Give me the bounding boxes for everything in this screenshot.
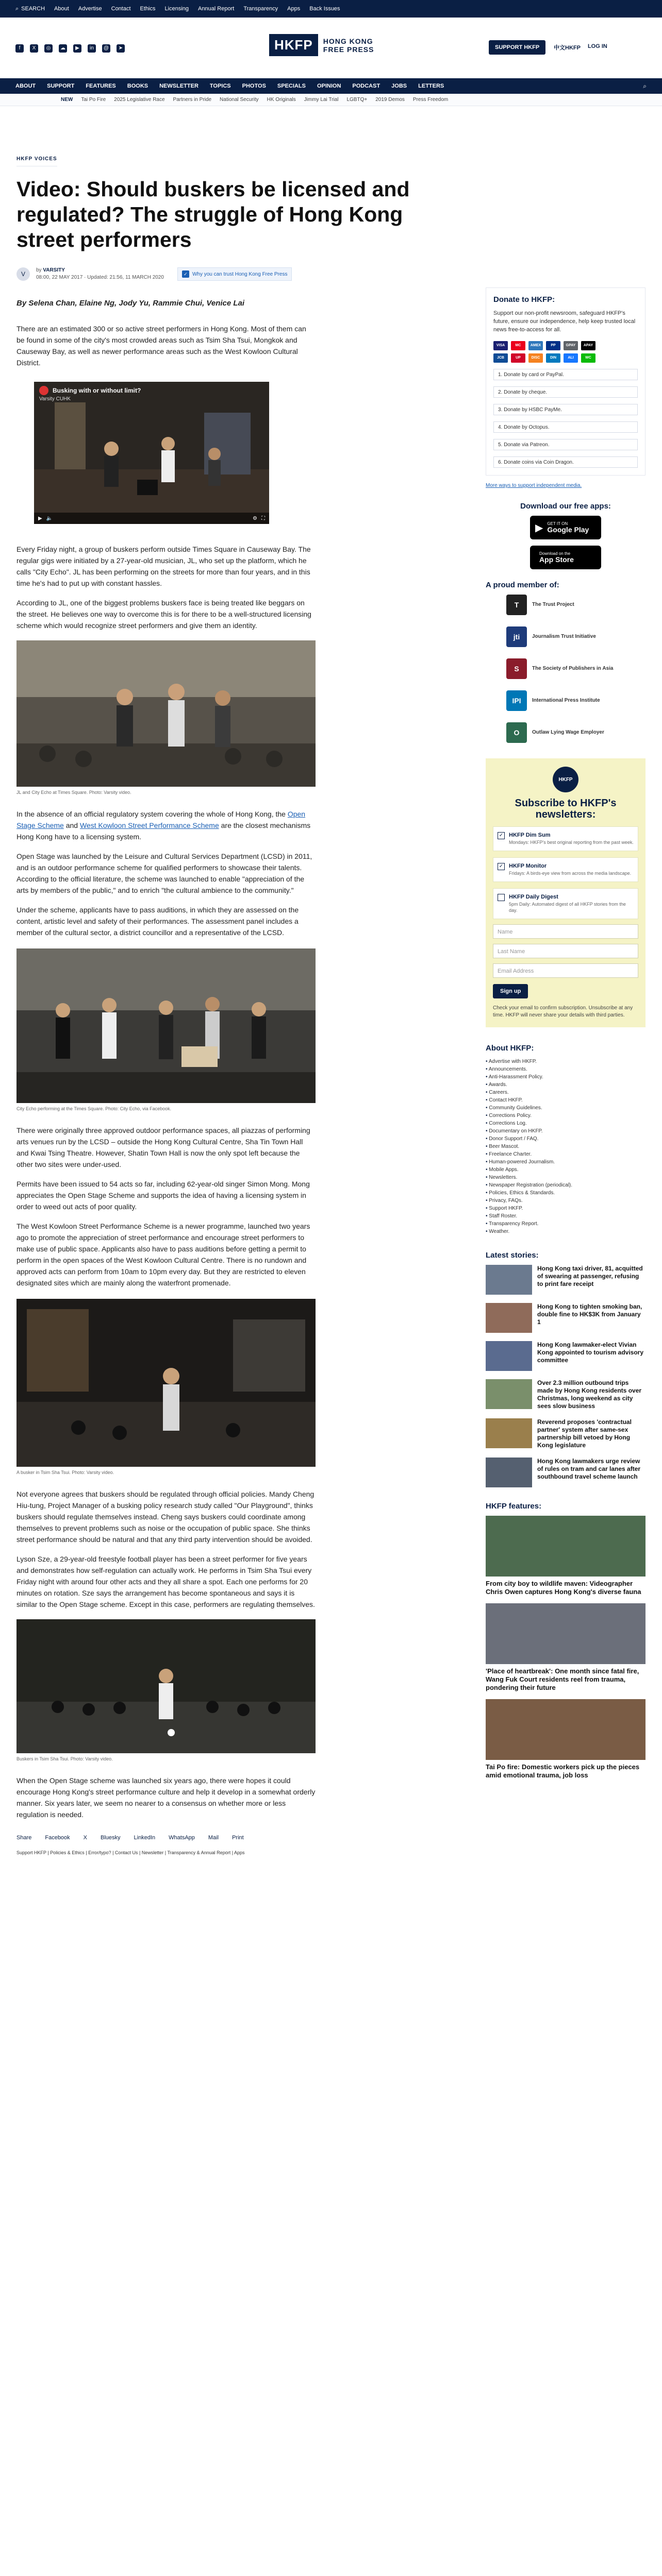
jcb-icon: JCB: [493, 353, 508, 363]
latest-story[interactable]: Hong Kong taxi driver, 81, acquitted of swearing at passenger, refusing to print fare receipt: [486, 1265, 646, 1295]
logo-wordmark: HONG KONG FREE PRESS: [323, 37, 374, 54]
paragraph: Open Stage was launched by the Leisure and Cultural Services Department (LCSD) in 2011, and is an outdoor performance scheme for qualified performers to showcase their talents. According to the official literature, the scheme was launched to enable "appreciation of the arts by members of the public," and to enrich "the cultural ambience to the community.": [16, 852, 312, 894]
util-advertise[interactable]: Advertise: [78, 6, 102, 12]
trending-item[interactable]: Jimmy Lai Trial: [304, 97, 339, 103]
donate-title: Donate to HKFP:: [493, 295, 555, 304]
channel-logo-icon: [39, 386, 48, 395]
latest-story[interactable]: Reverend proposes 'contractual partner' system after same-sex partnership bill vetoed by Hong Kong legislature: [486, 1418, 646, 1449]
newsletter-option-daily-digest[interactable]: HKFP Daily Digest 5pm Daily: Automated digest of all HKFP stories from the day.: [493, 888, 638, 919]
paragraph: According to JL, one of the biggest problems buskers face is being treated like beggars on the street. He believes one way to overcome this is for there to be a well-structured licensing scheme which would recognize street performers and give them an identity.: [16, 599, 311, 630]
about-link[interactable]: • Documentary on HKFP.: [486, 1127, 646, 1135]
util-apps[interactable]: Apps: [287, 6, 301, 12]
search-icon[interactable]: ⌕: [643, 82, 647, 90]
paragraph: Lyson Sze, a 29-year-old freestyle football player has been a street performer for five years and demonstrates how self-regulation can actually work. He performs in Tsim Sha Tsui every Friday night with around four other acts and they all share a spot. Each one performs for 20 minutes on rotation. Sze says the arrangement has become spontaneous and says it is similar to the Open Stage scheme. Except in this case, performers are regulating themselves.: [16, 1555, 315, 1608]
paragraph: In the absence of an official regulatory system covering the whole of Hong Kong, the Open Stage Scheme and West Kowloon Street Performance Scheme are the closest mechanisms Hong Kong have to a licensing system.: [16, 810, 311, 841]
visa-icon: VISA: [493, 341, 508, 350]
util-search[interactable]: ⌕ SEARCH: [15, 5, 45, 12]
facebook-icon[interactable]: f: [15, 44, 24, 53]
trending-item[interactable]: LGBTQ+: [346, 97, 368, 103]
volume-icon[interactable]: 🔈: [46, 515, 53, 521]
video-title: Busking with or without limit?: [39, 386, 141, 395]
subscribe-note: Check your email to confirm subscription. Unsubscribe at any time. HKFP will never share your details with third parties.: [493, 1005, 633, 1018]
feature-thumbnail: [486, 1603, 646, 1664]
trust-link[interactable]: ✓ Why you can trust Hong Kong Free Press: [177, 267, 292, 281]
share-bar: [16, 1835, 470, 1841]
photo-caption: JL and City Echo at Times Square. Photo: Varsity video.: [16, 790, 131, 795]
donate-octopus[interactable]: 4. Donate by Octopus.: [493, 421, 638, 433]
x-icon[interactable]: X: [30, 44, 38, 53]
checkbox-checked-icon[interactable]: ✓: [498, 832, 505, 839]
trending-item[interactable]: 2019 Demos: [375, 97, 405, 103]
paragraph: There were originally three approved outdoor performance spaces, all piazzas of performing arts venues run by the LCSD – outside the Hong Kong Cultural Centre, Sha Tin Town Hall and Kwai Tsing Theatre. However, Shatin Town Hall is now the only spot left because the other two sites were under-used.: [16, 1126, 310, 1168]
story-thumbnail: [486, 1341, 532, 1371]
chinese-site-link[interactable]: 中文HKFP: [554, 45, 581, 51]
share-bluesky[interactable]: Bluesky: [101, 1835, 121, 1841]
trending-item[interactable]: 2025 Legislative Race: [114, 97, 165, 103]
unionpay-icon: UP: [511, 353, 525, 363]
author-avatar: V: [16, 267, 30, 281]
donate-card-paypal[interactable]: 1. Donate by card or PayPal.: [493, 369, 638, 380]
byline-meta: by VARSITY 08:00, 22 MAY 2017 · Updated: 21:56, 11 MARCH 2020: [36, 267, 164, 280]
site-logo[interactable]: [269, 34, 374, 56]
donate-coin-dragon[interactable]: 6. Donate coins via Coin Dragon.: [493, 456, 638, 468]
linkedin-icon[interactable]: in: [88, 44, 96, 53]
photo-buskers-tsim-sha-tsui: [16, 1619, 316, 1753]
story-thumbnail: [486, 1379, 532, 1409]
nav-support[interactable]: SUPPORT: [47, 83, 75, 89]
paragraph: Permits have been issued to 54 acts so far, including 62-year-old singer Simon Mong. Mong appreciates the Open Stage Scheme and supports the idea of having a licensing system in order to weed out acts of poor quality.: [16, 1180, 310, 1211]
google-play-icon: ▶: [535, 522, 543, 534]
share-facebook[interactable]: Facebook: [45, 1835, 70, 1841]
login-link[interactable]: LOG IN: [587, 43, 607, 49]
email-field[interactable]: Email Address: [493, 963, 638, 978]
discover-icon: DISC: [528, 353, 543, 363]
telegram-icon[interactable]: ➤: [117, 44, 125, 53]
social-links: [15, 44, 125, 53]
member-trust-project[interactable]: T The Trust Project: [506, 595, 646, 615]
header-right-links: [554, 43, 607, 52]
photo-busker-tsim-sha-tsui: [16, 1299, 316, 1467]
donate-cheque[interactable]: 2. Donate by cheque.: [493, 386, 638, 398]
about-link[interactable]: • Contact HKFP.: [486, 1096, 646, 1104]
about-link[interactable]: • Newspaper Registration (periodical).: [486, 1181, 646, 1189]
apple-pay-icon: APAY: [581, 341, 595, 350]
nav-jobs[interactable]: JOBS: [391, 83, 407, 89]
latest-story[interactable]: Over 2.3 million outbound trips made by Hong Kong residents over Christmas, long weekend as city sees slow business: [486, 1379, 646, 1410]
about-link[interactable]: • Policies, Ethics & Standards.: [486, 1189, 646, 1197]
article-photo: [16, 1299, 316, 1467]
subscribe-title: Subscribe to HKFP's newsletters:: [515, 798, 617, 820]
nav-topics[interactable]: TOPICS: [209, 83, 231, 89]
search-icon: ⌕: [15, 5, 19, 12]
article-photo: [16, 1619, 316, 1753]
article-photo: [16, 640, 316, 787]
amex-icon: AMEX: [528, 341, 543, 350]
instagram-icon[interactable]: ◎: [44, 44, 53, 53]
about-link[interactable]: • Mobile Apps.: [486, 1166, 646, 1174]
donate-text: Support our non-profit newsroom, safeguard HKFP's future, ensure our independence, help keep trusted local news free-to-access for all.: [493, 310, 636, 333]
article-headline: Video: Should buskers be licensed and regulated? The struggle of Hong Kong street performers: [16, 177, 410, 251]
diners-icon: DIN: [546, 353, 560, 363]
features-title: HKFP features:: [486, 1502, 542, 1511]
util-about[interactable]: About: [54, 6, 69, 12]
about-link[interactable]: • Privacy, FAQs.: [486, 1197, 646, 1205]
alipay-icon: ALI: [564, 353, 578, 363]
video-frame: [34, 382, 269, 524]
nav-newsletter[interactable]: NEWSLETTER: [159, 83, 198, 89]
threads-icon[interactable]: @: [102, 44, 110, 53]
nav-specials[interactable]: SPECIALS: [277, 83, 306, 89]
nav-photos[interactable]: PHOTOS: [242, 83, 266, 89]
share-label: Share: [16, 1835, 32, 1841]
app-store-badge[interactable]: Download on the App Store: [530, 546, 601, 569]
latest-title: Latest stories:: [486, 1251, 539, 1260]
paragraph: Under the scheme, applicants have to pass auditions, in which they are assessed on the content, artistic level and safety of their performances. The assessment panel includes a member of the cultural sector, a district councillor and a representative of the LCSD.: [16, 906, 299, 937]
apps-title: Download our free apps:: [520, 502, 611, 511]
about-link[interactable]: • Community Guidelines.: [486, 1104, 646, 1112]
wechat-pay-icon: WC: [581, 353, 595, 363]
util-transparency[interactable]: Transparency: [243, 6, 278, 12]
nav-features[interactable]: FEATURES: [86, 83, 116, 89]
photo-city-echo-performing: [16, 948, 316, 1103]
share-print[interactable]: Print: [232, 1835, 244, 1841]
about-link[interactable]: • Advertise with HKFP.: [486, 1058, 646, 1065]
member-outlaw-lying-wage[interactable]: O Outlaw Lying Wage Employer: [506, 722, 646, 743]
author-link[interactable]: VARSITY: [43, 267, 65, 273]
shield-icon: ✓: [182, 270, 189, 278]
about-link[interactable]: • Human-powered Journalism.: [486, 1158, 646, 1166]
member-ipi[interactable]: IPI International Press Institute: [506, 690, 646, 711]
share-x[interactable]: X: [83, 1835, 88, 1841]
trending-new-label: NEW: [61, 97, 73, 103]
article-dates: 08:00, 22 MAY 2017 · Updated: 21:56, 11 MARCH 2020: [36, 275, 164, 280]
signup-button[interactable]: Sign up: [493, 984, 528, 998]
newsletter-signup: [486, 758, 646, 1027]
trending-item[interactable]: HK Originals: [267, 97, 296, 103]
youtube-icon[interactable]: ▶: [73, 44, 81, 53]
about-link[interactable]: • Anti-Harassment Policy.: [486, 1073, 646, 1081]
feature-thumbnail: [486, 1699, 646, 1760]
checkbox-unchecked-icon[interactable]: [498, 894, 505, 901]
article-authors: By Selena Chan, Elaine Ng, Jody Yu, Rammie Chui, Venice Lai: [16, 299, 245, 308]
util-back-issues[interactable]: Back Issues: [309, 6, 340, 12]
trending-item[interactable]: Press Freedom: [412, 97, 449, 103]
about-link[interactable]: • Corrections Policy.: [486, 1112, 646, 1120]
site-header: [0, 18, 662, 78]
about-link[interactable]: • Transparency Report.: [486, 1220, 646, 1228]
member-title: A proud member of:: [486, 581, 559, 589]
about-link[interactable]: • Weather.: [486, 1228, 646, 1235]
play-icon[interactable]: ▶: [38, 515, 42, 521]
trending-bar: [0, 94, 662, 106]
about-link[interactable]: • Careers.: [486, 1089, 646, 1096]
last-name-field[interactable]: Last Name: [493, 944, 638, 958]
bluesky-icon[interactable]: ☁: [59, 44, 67, 53]
ipi-icon: IPI: [506, 690, 527, 711]
donate-payme[interactable]: 3. Donate by HSBC PayMe.: [493, 404, 638, 415]
util-annual-report[interactable]: Annual Report: [198, 6, 235, 12]
util-contact[interactable]: Contact: [111, 6, 131, 12]
share-whatsapp[interactable]: WhatsApp: [169, 1835, 195, 1841]
mastercard-icon: MC: [511, 341, 525, 350]
utility-bar: [0, 0, 662, 18]
story-thumbnail: [486, 1458, 532, 1487]
paypal-icon: PP: [546, 341, 560, 350]
logo-mark: HKFP: [269, 34, 318, 56]
nav-opinion[interactable]: OPINION: [317, 83, 341, 89]
article-footer-links[interactable]: Support HKFP | Policies & Ethics | Error/typo? | Contact Us | Newsletter | Transparency & Annual Report | Apps: [16, 1850, 245, 1855]
latest-story[interactable]: Hong Kong lawmaker-elect Vivian Kong appointed to tourism advisory committee: [486, 1341, 646, 1371]
checkbox-checked-icon[interactable]: ✓: [498, 863, 505, 870]
about-links: [486, 1058, 646, 1235]
photo-caption: City Echo performing at the Times Square. Photo: City Echo, via Facebook.: [16, 1106, 172, 1111]
west-kowloon-link[interactable]: West Kowloon Street Performance Scheme: [79, 821, 219, 829]
payment-cards: [493, 341, 597, 363]
about-link[interactable]: • Donor Support / FAQ.: [486, 1135, 646, 1143]
byline: [16, 267, 470, 281]
newsletter-option-monitor[interactable]: ✓ HKFP Monitor Fridays: A birds-eye view from across the media landscape.: [493, 857, 638, 882]
member-sopa[interactable]: S The Society of Publishers in Asia: [506, 658, 646, 679]
newsletter-option-dim-sum[interactable]: ✓ HKFP Dim Sum Mondays: HKFP's best original reporting from the past week.: [493, 826, 638, 851]
about-link[interactable]: • Announcements.: [486, 1065, 646, 1073]
settings-icon[interactable]: ⚙: [253, 515, 257, 521]
paragraph: When the Open Stage scheme was launched six years ago, there were hopes it could encourage Hong Kong's street performance culture and help it develop in a somewhat orderly manner. Six years later, we seem no nearer to a consensus on whether more or less regulation is needed.: [16, 1776, 316, 1819]
story-thumbnail: [486, 1418, 532, 1448]
article: [16, 154, 470, 1855]
article-photo: [16, 948, 316, 1103]
main-nav: [0, 78, 662, 94]
nav-books[interactable]: BOOKS: [127, 83, 148, 89]
paragraph: Every Friday night, a group of buskers perform outside Times Square in Causeway Bay. The regular gigs were initiated by a 27-year-old musician, JL, who set up the platform, which he calls "City Echo". JL has been performing on the streets for more than four years, and in this time he's had to put up with constant hassles.: [16, 545, 311, 587]
photo-caption: A busker in Tsim Sha Tsui. Photo: Varsity video.: [16, 1470, 114, 1475]
google-pay-icon: GPAY: [564, 341, 578, 350]
sopa-icon: S: [506, 658, 527, 679]
jti-icon: jti: [506, 626, 527, 647]
article-kicker[interactable]: HKFP VOICES: [16, 156, 57, 166]
sidebar: [486, 287, 646, 1780]
photo-city-echo-times-square: [16, 640, 316, 787]
trending-item[interactable]: National Security: [220, 97, 259, 103]
share-linkedin[interactable]: LinkedIn: [134, 1835, 156, 1841]
open-stage-link[interactable]: Open Stage Scheme: [16, 810, 306, 829]
name-field[interactable]: Name: [493, 924, 638, 939]
feature-story[interactable]: From city boy to wildlife maven: Videographer Chris Owen captures Hong Kong's diverse fauna: [486, 1516, 646, 1596]
util-licensing[interactable]: Licensing: [164, 6, 189, 12]
embedded-video[interactable]: [34, 382, 269, 524]
feature-thumbnail: [486, 1516, 646, 1577]
about-link[interactable]: • Beer Mascot.: [486, 1143, 646, 1150]
nav-about[interactable]: ABOUT: [15, 83, 36, 89]
outlaw-icon: O: [506, 722, 527, 743]
story-thumbnail: [486, 1303, 532, 1333]
paragraph: The West Kowloon Street Performance Scheme is a newer programme, launched two years ago to promote the appreciation of street performance and encourage street performers to make use of public space. Applicants also have to pass auditions before getting a permit to perform in the open spaces of the West Kowloon Cultural Centre. There is no rundown and approved acts can perform from 10am to 10pm every day. But they are restricted to eleven designated sites which are mainly along the waterfront promenade.: [16, 1222, 310, 1287]
feature-story[interactable]: 'Place of heartbreak': One month since fatal fire, Wang Fuk Court residents reel from trauma, pondering their future: [486, 1603, 646, 1692]
paragraph: There are an estimated 300 or so active street performers in Hong Kong. Most of them can be found in some of the city's most crowded areas such as Tsim Sha Tsui, Mongkok and Causeway Bay, as well as newer performance areas such as the West Kowloon Cultural District.: [16, 325, 306, 367]
share-mail[interactable]: Mail: [208, 1835, 219, 1841]
about-title: About HKFP:: [486, 1044, 534, 1053]
about-link[interactable]: • Support HKFP.: [486, 1205, 646, 1212]
video-controls: [34, 513, 269, 524]
nav-letters[interactable]: LETTERS: [418, 83, 444, 89]
photo-caption: Buskers in Tsim Sha Tsui. Photo: Varsity video.: [16, 1756, 113, 1761]
trending-item[interactable]: Tai Po Fire: [81, 97, 106, 103]
donate-box: [486, 287, 646, 476]
support-hkfp-button[interactable]: SUPPORT HKFP: [489, 40, 545, 55]
member-jti[interactable]: jti Journalism Trust Initiative: [506, 626, 646, 647]
google-play-badge[interactable]: ▶ GET IT ON Google Play: [530, 516, 601, 539]
trending-item[interactable]: Partners in Pride: [173, 97, 212, 103]
about-link[interactable]: • Freelance Charter.: [486, 1150, 646, 1158]
latest-story[interactable]: Hong Kong lawmakers urge review of rules on tram and car lanes after southbound travel scheme launch: [486, 1458, 646, 1487]
about-link[interactable]: • Corrections Log.: [486, 1120, 646, 1127]
trust-project-icon: T: [506, 595, 527, 615]
latest-story[interactable]: Hong Kong to tighten smoking ban, double fine to HK$3K from January 1: [486, 1303, 646, 1333]
more-ways-link[interactable]: More ways to support independent media.: [486, 483, 582, 488]
story-thumbnail: [486, 1265, 532, 1295]
video-channel: Varsity CUHK: [39, 396, 71, 402]
donate-patreon[interactable]: 5. Donate via Patreon.: [493, 439, 638, 450]
about-link[interactable]: • Staff Roster.: [486, 1212, 646, 1220]
util-ethics[interactable]: Ethics: [140, 6, 156, 12]
about-link[interactable]: • Newsletters.: [486, 1174, 646, 1181]
hkfp-logo-icon: HKFP: [553, 767, 578, 792]
about-link[interactable]: • Awards.: [486, 1081, 646, 1089]
nav-podcast[interactable]: PODCAST: [352, 83, 380, 89]
fullscreen-icon[interactable]: ⛶: [261, 515, 265, 521]
paragraph: Not everyone agrees that buskers should be regulated through official policies. Mandy Cheng Hiu-tung, Project Manager of a busking policy research study called "Our Playground", thinks buskers should regulate themselves instead. Cheng says buskers could coordinate among themselves to prevent problems such as noise or the occupation of public space. She thinks street performance should be natural and that any third party intervention should be avoided.: [16, 1490, 315, 1544]
feature-story[interactable]: Tai Po fire: Domestic workers pick up the pieces amid emotional trauma, job loss: [486, 1699, 646, 1780]
